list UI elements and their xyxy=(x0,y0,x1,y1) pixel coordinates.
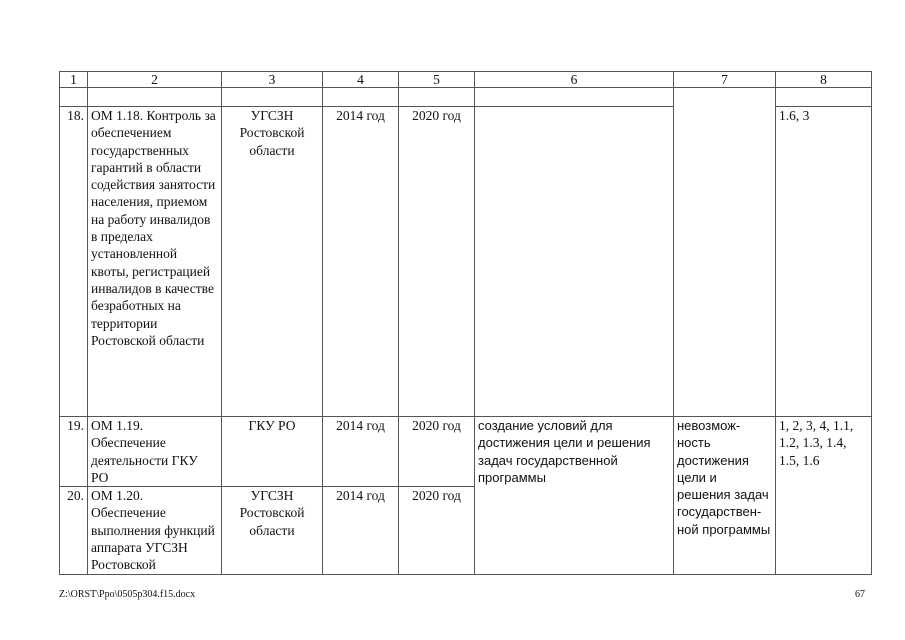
column-number: 8 xyxy=(776,72,872,88)
table-row xyxy=(60,417,872,487)
measure-name: ОМ 1.20. Обеспечение выполнения функций аппарата УГСЗН Ростовской xyxy=(88,487,222,574)
start-year: 2014 год xyxy=(323,417,399,487)
empty-cell xyxy=(323,88,399,107)
empty-cell xyxy=(222,88,323,107)
end-year: 2020 год xyxy=(399,417,475,487)
expected-result: создание условий для достижения цели и решения задач государственной программы xyxy=(475,417,674,575)
consequences-cell: невозмож-ность достижения цели и решения задач государствен-ной программы xyxy=(674,417,776,575)
column-number-row xyxy=(60,72,872,88)
end-year: 2020 год xyxy=(399,107,475,417)
column-number: 7 xyxy=(674,72,776,88)
consequences-cell xyxy=(674,88,776,417)
empty-cell xyxy=(475,88,674,107)
column-number: 5 xyxy=(399,72,475,88)
row-number: 19. xyxy=(60,417,88,487)
end-year: 2020 год xyxy=(399,487,475,574)
expected-result xyxy=(475,107,674,417)
empty-cell xyxy=(88,88,222,107)
empty-cell xyxy=(399,88,475,107)
start-year: 2014 год xyxy=(323,107,399,417)
column-number: 3 xyxy=(222,72,323,88)
row-number: 18. xyxy=(60,107,88,417)
measures-table xyxy=(59,71,872,575)
column-number: 1 xyxy=(60,72,88,88)
measure-name: ОМ 1.18. Контроль за обеспечением государственных гарантий в области содействия занятости населения, приемом на работу инвалидов в пределах установленной квоты, регистрацией инвалидов в качестве безработных на территории Ростовской области xyxy=(88,107,222,417)
empty-cell xyxy=(60,88,88,107)
linked-indicators: 1, 2, 3, 4, 1.1, 1.2, 1.3, 1.4, 1.5, 1.6 xyxy=(776,417,872,575)
row-number: 20. xyxy=(60,487,88,574)
page-number: 67 xyxy=(855,589,865,600)
empty-cell xyxy=(776,88,872,107)
spacer-row xyxy=(60,88,872,107)
executor: ГКУ РО xyxy=(222,417,323,487)
file-path-footer: Z:\ORST\Ppo\0505p304.f15.docx xyxy=(59,589,196,600)
column-number: 6 xyxy=(475,72,674,88)
executor: УГСЗН Ростовской области xyxy=(222,487,323,574)
executor: УГСЗН Ростовской области xyxy=(222,107,323,417)
measure-name: ОМ 1.19. Обеспечение деятельности ГКУ РО xyxy=(88,417,222,487)
column-number: 2 xyxy=(88,72,222,88)
start-year: 2014 год xyxy=(323,487,399,574)
linked-indicators: 1.6, 3 xyxy=(776,107,872,417)
column-number: 4 xyxy=(323,72,399,88)
